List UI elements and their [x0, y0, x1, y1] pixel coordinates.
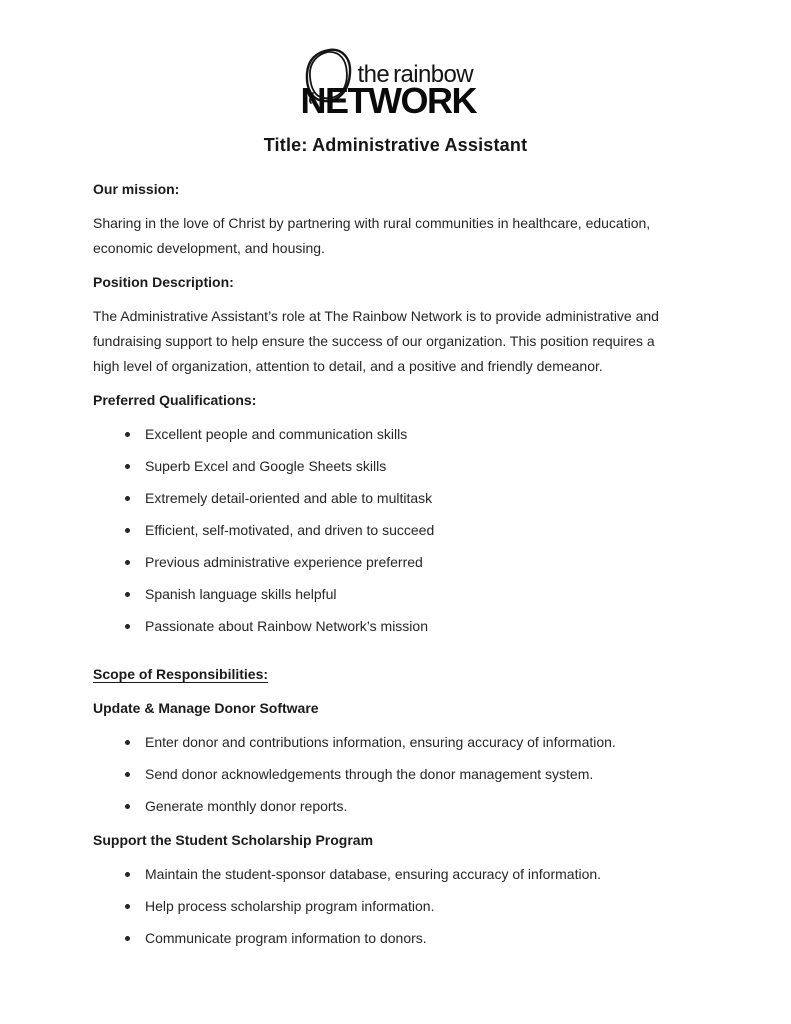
mission-paragraph — [93, 211, 711, 261]
preferred-qualifications-heading: Preferred Qualifications: — [93, 392, 257, 408]
list-item-text: Communicate program information to donors. — [145, 930, 427, 946]
list-item-text: Previous administrative experience preferred — [145, 554, 423, 570]
list-item-text: Generate monthly donor reports. — [145, 798, 348, 814]
paragraph-line: Sharing in the love of Christ by partnering with rural communities in healthcare, education, — [93, 215, 651, 231]
list-item — [122, 894, 711, 919]
donor-software-list — [93, 730, 711, 819]
page-title: Title: Administrative Assistant — [263, 135, 528, 155]
list-item — [122, 862, 711, 887]
list-item-text: Send donor acknowledgements through the donor management system. — [145, 766, 594, 782]
position-description-heading: Position Description: — [93, 274, 234, 290]
logo-word-rainbow: rainbow — [393, 61, 473, 88]
list-item — [122, 794, 711, 819]
logo-word-the: the — [357, 61, 390, 88]
position-description-paragraph — [93, 304, 711, 379]
list-item — [122, 730, 711, 755]
list-item — [122, 454, 711, 479]
list-item-text: Help process scholarship program information. — [145, 898, 435, 914]
scholarship-program-heading: Support the Student Scholarship Program — [93, 832, 374, 848]
list-item-text: Passionate about Rainbow Network’s mission — [145, 618, 428, 634]
rainbow-network-logo — [300, 46, 491, 121]
list-item — [122, 762, 711, 787]
scholarship-program-list — [93, 862, 711, 951]
list-item-text: Superb Excel and Google Sheets skills — [145, 458, 387, 474]
list-item — [122, 486, 711, 511]
donor-software-heading: Update & Manage Donor Software — [93, 700, 319, 716]
letterhead — [0, 0, 791, 121]
list-item-text: Maintain the student-sponsor database, ensuring accuracy of information. — [145, 866, 602, 882]
paragraph-line: high level of organization, attention to detail, and a positive and friendly demeanor. — [93, 358, 603, 374]
list-item — [122, 550, 711, 575]
paragraph-line: fundraising support to help ensure the success of our organization. This position requires a — [93, 333, 655, 349]
list-item — [122, 518, 711, 543]
list-item — [122, 422, 711, 447]
mission-heading: Our mission: — [93, 181, 180, 197]
list-item-text: Spanish language skills helpful — [145, 586, 337, 602]
paragraph-line: economic development, and housing. — [93, 240, 325, 256]
scope-of-responsibilities-heading: Scope of Responsibilities: — [93, 666, 269, 682]
document-body — [0, 177, 791, 951]
list-item — [122, 614, 711, 639]
logo-word-network: NETWORK — [300, 80, 476, 121]
list-item-text: Extremely detail-oriented and able to multitask — [145, 490, 433, 506]
list-item-text: Enter donor and contributions information, ensuring accuracy of information. — [145, 734, 616, 750]
list-item-text: Excellent people and communication skills — [145, 426, 408, 442]
qualifications-list — [93, 422, 711, 639]
list-item — [122, 926, 711, 951]
paragraph-line: The Administrative Assistant’s role at The Rainbow Network is to provide administrative and — [93, 308, 659, 324]
list-item-text: Efficient, self-motivated, and driven to succeed — [145, 522, 435, 538]
list-item — [122, 582, 711, 607]
